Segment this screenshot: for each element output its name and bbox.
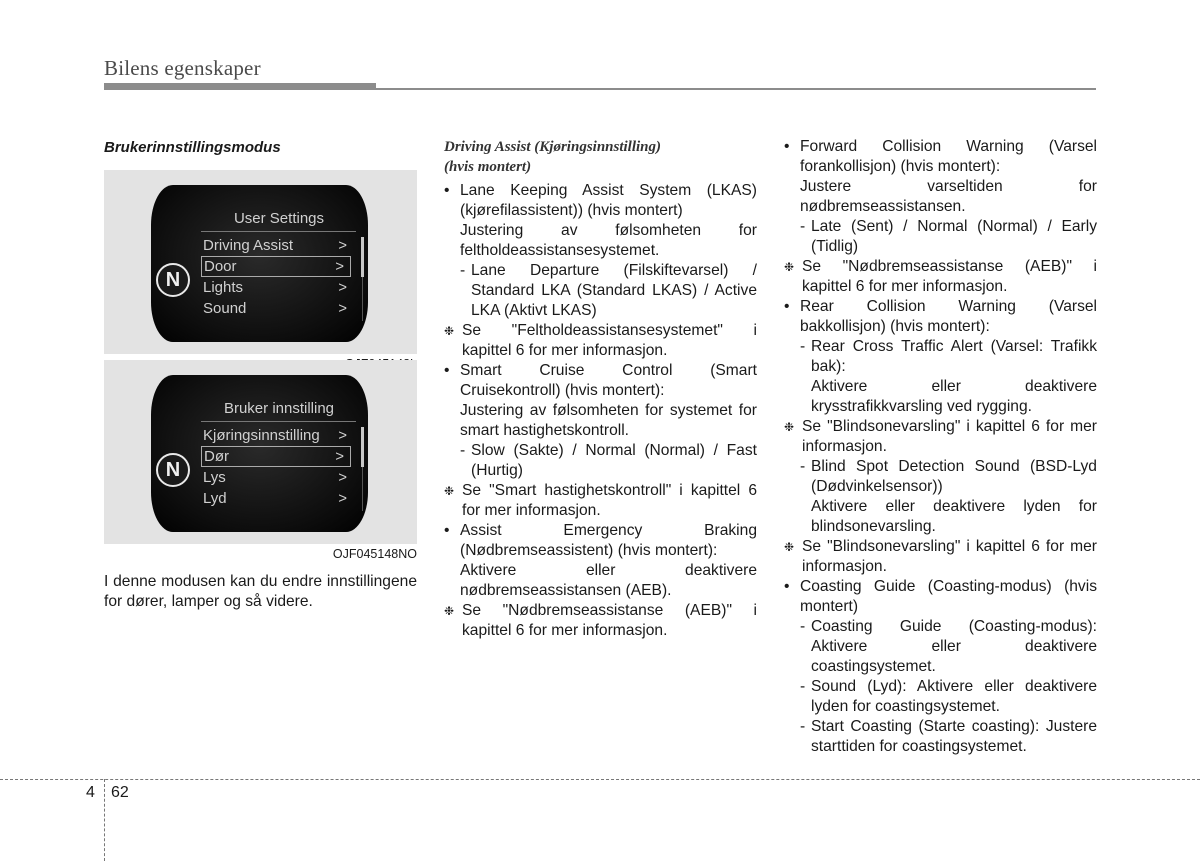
chevron-right-icon: > <box>338 490 347 507</box>
scrollbar-thumb <box>361 237 364 277</box>
chevron-right-icon: > <box>338 300 347 317</box>
chevron-right-icon: > <box>335 258 344 275</box>
footer-rule <box>0 779 1200 780</box>
column-1 <box>104 138 417 612</box>
figure-background <box>104 170 417 354</box>
chapter-number: 4 <box>86 784 95 801</box>
list-item: • Coasting Guide (Coasting-modus) (hvis montert) <box>784 577 1097 617</box>
reference-note: ❉ Se "Smart hastighetskontroll" i kapittel 6 for mer informasjon. <box>444 481 757 521</box>
chevron-right-icon: > <box>335 448 344 465</box>
reference-note: ❉ Se "Feltholdeassistansesystemet" i kapittel 6 for mer informasjon. <box>444 321 757 361</box>
list-sub-item: - Lane Departure (Filskiftevarsel) / Standard LKA (Standard LKAS) / Active LKA (Aktivt LKAS) <box>444 261 757 321</box>
list-sub-item: - Rear Cross Traffic Alert (Varsel: Trafikk bak): <box>784 337 1097 377</box>
menu-item-dor-selected: Dør > <box>201 446 351 467</box>
list-item: • Smart Cruise Control (Smart Cruisekontroll) (hvis montert): <box>444 361 757 401</box>
reference-note: ❉ Se "Blindsonevarsling" i kapittel 6 for mer informasjon. <box>784 537 1097 577</box>
figure-user-settings-en <box>104 170 417 372</box>
column-2 <box>444 137 757 641</box>
screen-title: User Settings <box>233 210 325 227</box>
chevron-right-icon: > <box>338 237 347 254</box>
menu-item-kjoringsinnstilling: Kjøringsinnstilling > <box>203 427 347 444</box>
list-sub-item: - Blind Spot Detection Sound (BSD-Lyd (Dødvinkelsensor)) <box>784 457 1097 497</box>
list-sub-item: - Coasting Guide (Coasting-modus): Aktivere eller deaktivere coastingsystemet. <box>784 617 1097 677</box>
list-item: • Lane Keeping Assist System (LKAS) (kjørefilassistent)) (hvis montert) <box>444 181 757 221</box>
column-3 <box>784 137 1097 757</box>
cluster-display <box>151 185 368 342</box>
figure-caption: OJF045148NO <box>332 547 417 561</box>
list-sub-item: - Late (Sent) / Normal (Normal) / Early (Tidlig) <box>784 217 1097 257</box>
scrollbar-thumb <box>361 427 364 467</box>
menu-item-lyd: Lyd > <box>203 490 347 507</box>
screen-title-underline <box>201 421 356 422</box>
list-sub-item-detail: Aktivere eller deaktivere krysstrafikkvarsling ved rygging. <box>811 378 1097 415</box>
menu-item-lights: Lights > <box>203 279 347 296</box>
list-item: • Assist Emergency Braking (Nødbremseassistent) (hvis montert): <box>444 521 757 561</box>
gear-n-icon: N <box>156 453 190 487</box>
figure-background <box>104 360 417 544</box>
section-title-driving-assist: Driving Assist (Kjøringsinnstilling) (hvis montert) <box>444 139 662 175</box>
list-sub-item: - Slow (Sakte) / Normal (Normal) / Fast (Hurtig) <box>444 441 757 481</box>
gear-n-icon: N <box>156 263 190 297</box>
page-header-title: Bilens egenskaper <box>104 56 261 80</box>
list-item: • Rear Collision Warning (Varsel bakkollisjon) (hvis montert): <box>784 297 1097 337</box>
section-title-user-settings: Brukerinnstillingsmodus <box>104 139 281 156</box>
list-item-detail: Justering av følsomheten for feltholdeassistansesystemet. <box>460 222 757 259</box>
menu-item-sound: Sound > <box>203 300 347 317</box>
list-sub-item: - Start Coasting (Starte coasting): Justere starttiden for coastingsystemet. <box>784 717 1097 757</box>
reference-note: ❉ Se "Nødbremseassistanse (AEB)" i kapittel 6 for mer informasjon. <box>444 601 757 641</box>
list-sub-item: - Sound (Lyd): Aktivere eller deaktivere lyden for coastingsystemet. <box>784 677 1097 717</box>
menu-item-driving-assist: Driving Assist > <box>203 237 347 254</box>
body-paragraph: I denne modusen kan du endre innstillingene for dører, lamper og så videre. <box>104 573 417 610</box>
header-rule <box>104 88 1096 90</box>
list-sub-item-detail: Aktivere eller deaktivere lyden for blindsonevarsling. <box>811 498 1097 535</box>
list-item-detail: Aktivere eller deaktivere nødbremseassistansen (AEB). <box>460 562 757 599</box>
reference-note: ❉ Se "Blindsonevarsling" i kapittel 6 for mer informasjon. <box>784 417 1097 457</box>
screen-title-underline <box>201 231 356 232</box>
figure-user-settings-no <box>104 360 417 562</box>
menu-item-lys: Lys > <box>203 469 347 486</box>
screen-title: Bruker innstilling <box>223 400 335 417</box>
menu-item-door-selected: Door > <box>201 256 351 277</box>
list-item-detail: Justering av følsomheten for systemet for smart hastighetskontroll. <box>460 402 757 439</box>
list-item-detail: Justere varseltiden for nødbremseassistansen. <box>800 178 1097 215</box>
reference-note: ❉ Se "Nødbremseassistanse (AEB)" i kapittel 6 for mer informasjon. <box>784 257 1097 297</box>
list-item: • Forward Collision Warning (Varsel forankollisjon) (hvis montert): <box>784 137 1097 177</box>
chevron-right-icon: > <box>338 469 347 486</box>
chevron-right-icon: > <box>338 427 347 444</box>
page-number: 62 <box>111 784 129 801</box>
footer-divider <box>104 779 105 861</box>
chevron-right-icon: > <box>338 279 347 296</box>
cluster-display <box>151 375 368 532</box>
